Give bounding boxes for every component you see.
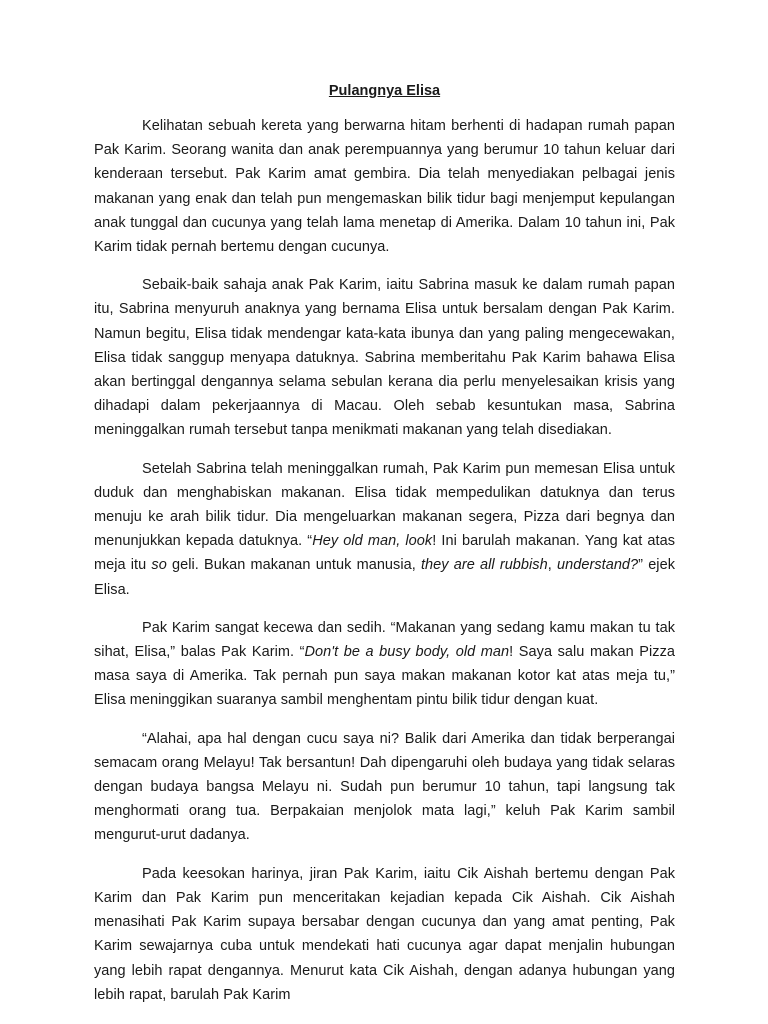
paragraph-text: ! Saya salu makan Pizza masa saya di Amerika. Tak pernah pun saya makan makanan kotor kat atas meja tu,” Elisa meninggikan suaranya sambil menghentam pintu bilik tidur dengan kuat.: [94, 644, 676, 709]
italic-text: they are all rubbish: [420, 557, 548, 574]
italic-text: Don't be a busy body, old man: [304, 644, 510, 661]
document-title: Pulangnya Elisa: [328, 83, 441, 99]
paragraph-4: [94, 616, 675, 713]
paragraph-5: [94, 727, 675, 848]
paragraph-text: ,: [547, 557, 557, 574]
document-page: [94, 80, 675, 1021]
document-body: [94, 114, 675, 1007]
paragraph-2: [94, 273, 675, 442]
paragraph-text: ! Ini barulah makanan. Yang kat atas meja itu: [94, 533, 675, 574]
italic-text: understand?: [556, 557, 639, 574]
paragraph-text: Sebaik-baik sahaja anak Pak Karim, iaitu Sabrina masuk ke dalam rumah papan itu, Sabrina menyuruh anaknya yang bernama Elisa untuk bersalam dengan Pak Karim. Namun begitu, Elisa tidak mendengar kata-kata ibunya dan yang paling mengecewakan, Elisa tidak sanggup menyapa datuknya. Sabrina memberitahu Pak Karim bahawa Elisa akan bertinggal dengannya selama sebulan kerana dia perlu menyelesaikan krisis yang dihadapi dalam pekerjaannya di Macau. Oleh sebab kesuntukan masa, Sabrina meninggalkan rumah tersebut tanpa menikmati makanan yang telah disediakan.: [94, 277, 675, 439]
italic-text: Hey old man, look: [312, 533, 433, 550]
paragraph-3: [94, 457, 675, 602]
italic-text: so: [151, 557, 167, 574]
paragraph-text: “Alahai, apa hal dengan cucu saya ni? Balik dari Amerika dan tidak berperangai semacam orang Melayu! Tak bersantun! Dah dipengaruhi oleh budaya yang tidak selaras dengan budaya bangsa Melayu ni. Sudah pun berumur 10 tahun, tapi langsung tak menghormati orang tua. Berpakaian menjolok mata lagi,” keluh Pak Karim sambil mengurut-urut dadanya.: [94, 730, 675, 844]
paragraph-text: Pak Karim sangat kecewa dan sedih. “Makanan yang sedang kamu makan tu tak sihat, Elisa,” balas Pak Karim. “: [94, 619, 675, 661]
paragraph-text: Kelihatan sebuah kereta yang berwarna hitam berhenti di hadapan rumah papan Pak Karim. Seorang wanita dan anak perempuannya yang berumur 10 tahun keluar dari kenderaan tersebut. Pak Karim amat gembira. Dia telah menyediakan pelbagai jenis makanan yang enak dan telah pun mengemaskan bilik tidur bagi menjemput kepulangan anak tunggal dan cucunya yang telah lama menetap di Amerika. Dalam 10 tahun ini, Pak Karim tidak pernah bertemu dengan cucunya.: [94, 118, 675, 256]
paragraph-text: Pada keesokan harinya, jiran Pak Karim, iaitu Cik Aishah bertemu dengan Pak Karim dan Pak Karim pun menceritakan kejadian kepada Cik Aishah. Cik Aishah menasihati Pak Karim supaya bersabar dengan cucunya dan yang amat penting, Pak Karim sewajarnya cuba untuk mendekati hati cucunya agar dapat menjalin hubungan yang lebih rapat dengannya. Menurut kata Cik Aishah, dengan adanya hubungan yang lebih rapat, barulah Pak Karim: [94, 865, 675, 1003]
paragraph-1: [94, 114, 675, 259]
paragraph-text: ” ejek Elisa.: [94, 557, 675, 598]
paragraph-text: Setelah Sabrina telah meninggalkan rumah, Pak Karim pun memesan Elisa untuk duduk dan menghabiskan makanan. Elisa tidak mempedulikan datuknya dan terus menuju ke arah bilik tidur. Dia mengeluarkan makanan segera, Pizza dari begnya dan menunjukkan kepada datuknya. “: [94, 460, 675, 550]
paragraph-text: geli. Bukan makanan untuk manusia,: [166, 557, 421, 574]
paragraph-6: [94, 862, 675, 1007]
